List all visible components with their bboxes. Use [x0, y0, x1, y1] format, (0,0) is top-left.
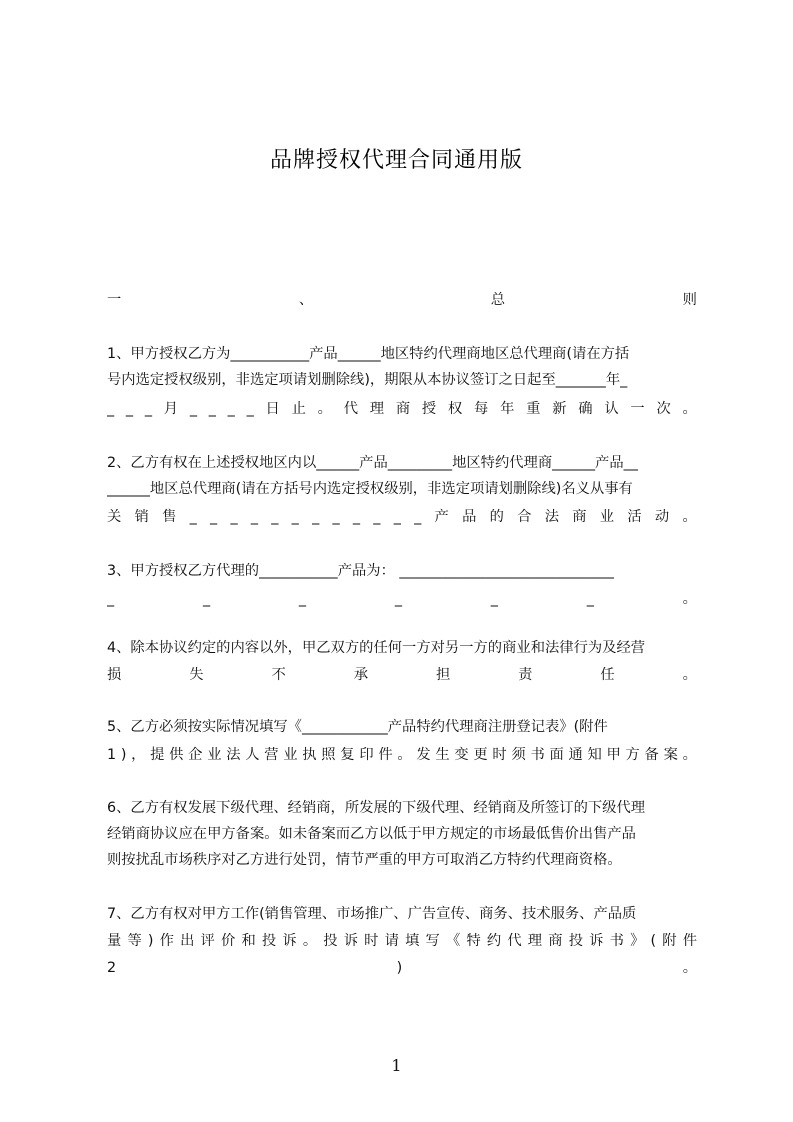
spread-char: 商 [548, 933, 563, 949]
spread-char: 商 [395, 401, 411, 417]
spread-char: 授 [421, 401, 437, 417]
spread-char: 2 [107, 960, 117, 976]
spread-char: 《 [445, 933, 461, 949]
spread-char: 诉 [589, 933, 604, 949]
spread-char: 特 [466, 933, 481, 949]
clause-3-line-2 [107, 586, 697, 612]
clause-2-line-2: ______地区总代理商(请在方括号内选定授权级别，非选定项请划删除线)名义从事有 [107, 481, 633, 497]
spread-char: _ [210, 509, 218, 525]
spread-char: 书 [530, 747, 545, 763]
spread-char: 理 [369, 401, 385, 417]
spread-char: 书 [609, 933, 624, 949]
spread-char: 印 [359, 747, 374, 763]
spread-char: 件 [682, 933, 697, 949]
spread-char: _ [230, 509, 238, 525]
spread-char: 总 [490, 292, 506, 308]
spread-char: 投 [568, 933, 583, 949]
spread-char: 业 [599, 509, 615, 525]
spread-char: 。 [682, 960, 697, 976]
spread-char: 代 [507, 933, 522, 949]
spread-char: 责 [518, 667, 533, 683]
spread-char: 活 [627, 509, 642, 525]
spread-char: 企 [188, 747, 203, 763]
spread-char: _ [202, 591, 211, 607]
spread-char: 。 [682, 747, 697, 763]
clause-6-line-1: 6、乙方有权发展下级代理、经销商，所发展的下级代理、经销商及所签订的下级代理 [107, 800, 646, 816]
spread-char: 价 [221, 933, 236, 949]
spread-char: 业 [207, 747, 222, 763]
spread-char: _ [144, 401, 152, 417]
clause-2-line-3 [107, 504, 697, 530]
spread-char: 。 [682, 667, 697, 683]
spread-char: 写 [425, 933, 440, 949]
spread-char: 一 [630, 401, 645, 417]
spread-char: 照 [321, 747, 336, 763]
clause-3-line-1: 3、甲方授权乙方代理的___________产品为： ______________________________ [107, 563, 614, 579]
spread-char: 售 [162, 509, 177, 525]
spread-char: 理 [527, 933, 543, 949]
spread-char: 供 [169, 747, 184, 763]
section-heading [107, 287, 697, 313]
spread-char: 量 [107, 933, 122, 949]
spread-char: _ [189, 509, 197, 525]
spread-char: 的 [489, 509, 504, 525]
spread-char: 每 [474, 401, 489, 417]
spread-char: 。 [397, 747, 412, 763]
clause-1-line-3 [107, 396, 697, 422]
spread-char: _ [394, 591, 402, 607]
spread-char: 产 [434, 509, 449, 525]
spread-char: 1 [107, 747, 117, 763]
page-number: 1 [391, 1056, 402, 1075]
spread-char: 日 [265, 401, 280, 417]
spread-char: 附 [662, 933, 677, 949]
clause-7-line-2 [107, 928, 697, 954]
clause-5-line-2 [107, 742, 697, 768]
spread-char: 更 [473, 747, 488, 763]
clause-4-line-2 [107, 662, 697, 688]
spread-char: 生 [435, 747, 450, 763]
spread-char: 确 [578, 401, 593, 417]
spread-char: 通 [568, 747, 583, 763]
spread-char: 变 [454, 747, 469, 763]
spread-char: 诉 [343, 933, 359, 949]
spread-char: 一 [107, 292, 122, 308]
spread-char: ( [650, 933, 657, 949]
clause-2-line-1: 2、乙方有权在上述授权地区内以______产品_________地区特约代理商______产品__ [107, 455, 638, 471]
spread-char: 面 [549, 747, 564, 763]
spread-char: ) [396, 960, 403, 976]
spread-char: 请 [384, 933, 399, 949]
spread-char: 。 [682, 591, 697, 607]
spread-char: _ [332, 509, 340, 525]
spread-char: _ [125, 401, 134, 417]
spread-char: 权 [447, 401, 463, 417]
spread-char: 诉 [282, 933, 297, 949]
spread-char: _ [373, 509, 381, 525]
spread-char: 代 [343, 401, 358, 417]
spread-char: 提 [150, 747, 165, 763]
spread-char: 法 [226, 747, 241, 763]
spread-char: 人 [245, 747, 260, 763]
spread-char: _ [298, 591, 307, 607]
spread-char: 止 [291, 401, 306, 417]
spread-char: _ [490, 591, 498, 607]
spread-char: 次 [656, 401, 671, 417]
spread-char: 不 [271, 667, 286, 683]
spread-char: 业 [283, 747, 298, 763]
spread-char: 则 [682, 292, 697, 308]
clause-1-line-2: 号内选定授权级别，非选定项请划删除线)，期限从本协议签订之日起至_______年_ [107, 372, 628, 388]
spread-char: 时 [364, 933, 379, 949]
spread-char: 执 [302, 747, 317, 763]
spread-char: 销 [134, 509, 149, 525]
spread-char: 营 [264, 747, 279, 763]
spread-char: 认 [604, 401, 619, 417]
spread-char: _ [107, 591, 115, 607]
clause-6-line-3: 则按扰乱市场秩序对乙方进行处罚，情节严重的甲方可取消乙方特约代理商资格。 [107, 852, 622, 868]
spread-char: 。 [682, 509, 697, 525]
spread-char: _ [393, 509, 401, 525]
spread-char: 》 [630, 933, 645, 949]
spread-char: 评 [200, 933, 215, 949]
spread-char: 件 [378, 747, 393, 763]
spread-char: 任 [600, 667, 615, 683]
spread-char: 新 [552, 401, 567, 417]
spread-char: _ [352, 509, 361, 525]
spread-char: 法 [544, 509, 559, 525]
spread-char: 投 [323, 933, 338, 949]
spread-char: 约 [486, 933, 502, 949]
spread-char: 品 [462, 509, 477, 525]
spread-char: 关 [107, 509, 122, 525]
spread-char: _ [246, 401, 254, 417]
spread-char: 月 [163, 401, 179, 417]
spread-char: ) [147, 933, 154, 949]
spread-char: 知 [587, 747, 602, 763]
spread-char: 、 [298, 292, 314, 308]
spread-char: 甲 [606, 747, 621, 763]
clause-7-line-1: 7、乙方有权对甲方工作(销售管理、市场推广、广告宣传、商务、技术服务、产品质 [107, 906, 637, 922]
spread-char: 失 [189, 667, 204, 683]
document-title: 品牌授权代理合同通用版 [269, 148, 523, 173]
spread-char: 损 [107, 667, 122, 683]
spread-char: 承 [353, 667, 368, 683]
spread-char: 等 [127, 933, 142, 949]
spread-char: 合 [517, 509, 532, 525]
spread-char: 方 [625, 747, 640, 763]
spread-char: 作 [159, 933, 174, 949]
spread-char: 商 [572, 509, 587, 525]
clause-6-line-2: 经销商协议应在甲方备案。如未备案而乙方以低于甲方规定的市场最低售价出售产品 [107, 826, 636, 842]
spread-char: 和 [241, 933, 256, 949]
spread-char: _ [208, 401, 216, 417]
spread-char: 。 [317, 401, 332, 417]
spread-char: _ [414, 509, 422, 525]
clause-4-line-1: 4、除本协议约定的内容以外，甲乙双方的任何一方对另一方的商业和法律行为及经营 [107, 640, 646, 656]
spread-char: 发 [416, 747, 431, 763]
spread-char: 担 [435, 667, 451, 683]
spread-char: _ [189, 401, 197, 417]
spread-char: 须 [511, 747, 526, 763]
spread-char: 动 [654, 509, 670, 525]
spread-char: 年 [500, 401, 515, 417]
spread-char: _ [271, 509, 279, 525]
spread-char: 时 [492, 747, 507, 763]
spread-char: _ [250, 509, 259, 525]
spread-char: _ [312, 509, 320, 525]
clause-7-line-3 [107, 955, 697, 981]
spread-char: 。 [682, 401, 697, 417]
spread-char: _ [227, 401, 235, 417]
spread-char: ， [131, 747, 146, 763]
spread-char: 重 [526, 401, 541, 417]
spread-char: _ [291, 509, 299, 525]
spread-char: ) [120, 747, 127, 763]
spread-char: 出 [180, 933, 195, 949]
spread-char: 备 [644, 747, 659, 763]
spread-char: 复 [340, 747, 355, 763]
spread-char: 案 [663, 747, 678, 763]
spread-char: _ [586, 591, 594, 607]
spread-char: 投 [261, 933, 277, 949]
clause-5-line-1: 5、乙方必须按实际情况填写《____________产品特约代理商注册登记表》(附件 [107, 719, 608, 735]
spread-char: 填 [405, 933, 420, 949]
spread-char: 。 [302, 933, 318, 949]
clause-1-line-1: 1、甲方授权乙方为___________产品______地区特约代理商地区总代理商(请在方括 [107, 346, 630, 362]
spread-char: _ [107, 401, 115, 417]
